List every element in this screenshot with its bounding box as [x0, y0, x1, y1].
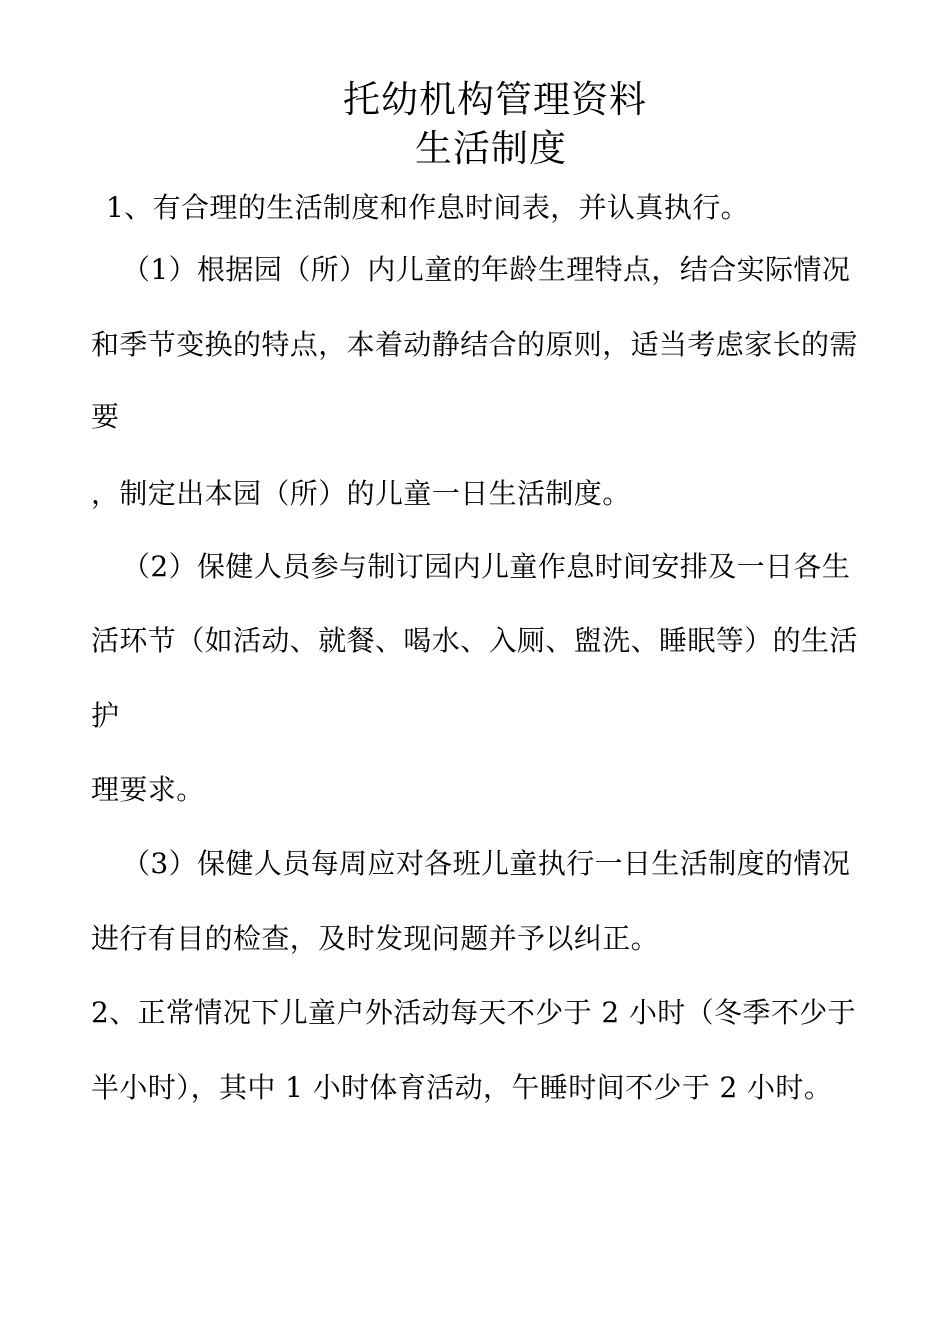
paragraph-line: 进行有目的检查，及时发现问题并予以纠正。	[91, 922, 660, 955]
document-subtitle: 生活制度	[415, 127, 567, 170]
paragraph-line: 理要求。	[91, 773, 205, 806]
paragraph-line: 要	[91, 400, 120, 433]
paragraph-line: 护	[91, 699, 120, 732]
paragraph-line: 半小时），其中 1 小时体育活动，午睡时间不少于 2 小时。	[91, 1071, 833, 1104]
paragraph-line: 1、有合理的生活制度和作息时间表，并认真执行。	[106, 191, 750, 224]
document-title: 托幼机构管理资料	[343, 78, 647, 121]
paragraph-line: 和季节变换的特点，本着动静结合的原则，适当考虑家长的需	[91, 328, 858, 361]
paragraph-line: （3）保健人员每周应对各班儿童执行一日生活制度的情况	[122, 847, 851, 880]
paragraph-line: （1）根据园（所）内儿童的年龄生理特点，结合实际情况	[122, 253, 851, 286]
paragraph-line: （2）保健人员参与制订园内儿童作息时间安排及一日各生	[122, 550, 851, 583]
paragraph-line: 2、正常情况下儿童户外活动每天不少于 2 小时（冬季不少于	[91, 996, 857, 1029]
paragraph-line: ，制定出本园（所）的儿童一日生活制度。	[91, 477, 631, 510]
paragraph-line: 活环节（如活动、就餐、喝水、入厕、盥洗、睡眠等）的生活	[91, 624, 858, 657]
